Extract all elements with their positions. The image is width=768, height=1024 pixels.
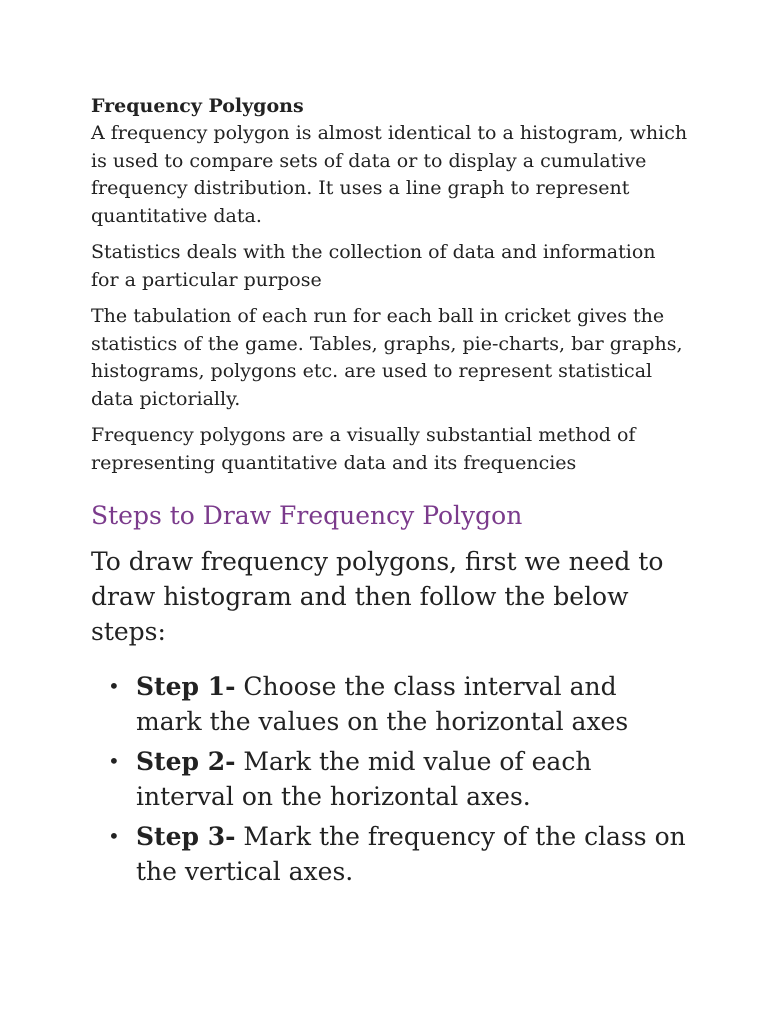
- paragraph-statistics: Statistics deals with the collection of data and information for a particular purpose: [91, 241, 656, 291]
- steps-intro: To draw frequency polygons, first we need to draw histogram and then follow the below steps:: [91, 547, 664, 646]
- paragraph-visual-method: Frequency polygons are a visually substantial method of representing quantitative data and its frequencies: [91, 424, 636, 474]
- step-label: Step 3-: [136, 822, 236, 851]
- step-text: Mark the mid value of each interval on the horizontal axes.: [136, 747, 592, 811]
- bullet-icon: •: [108, 674, 120, 698]
- list-item: [91, 669, 688, 739]
- list-item: [91, 744, 688, 814]
- step-label: Step 2-: [136, 747, 236, 776]
- bullet-icon: •: [108, 824, 120, 848]
- steps-list: [91, 669, 688, 889]
- paragraph-definition: A frequency polygon is almost identical to a histogram, which is used to compare sets of data or to display a cumulative frequency distribution. It uses a line graph to represent quantitative data.: [91, 122, 688, 227]
- step-text: Choose the class interval and mark the values on the horizontal axes: [136, 672, 629, 736]
- document-title: Frequency Polygons: [91, 95, 304, 117]
- step-label: Step 1-: [136, 672, 236, 701]
- section-heading: Steps to Draw Frequency Polygon: [91, 501, 523, 530]
- paragraph-cricket-example: The tabulation of each run for each ball in cricket gives the statistics of the game. Tables, graphs, pie-charts, bar graphs, histograms, polygons etc. are used to represent statistical data pictorially.: [91, 305, 683, 410]
- list-item: [91, 819, 688, 889]
- bullet-icon: •: [108, 749, 120, 773]
- step-text: Mark the frequency of the class on the vertical axes.: [136, 822, 686, 886]
